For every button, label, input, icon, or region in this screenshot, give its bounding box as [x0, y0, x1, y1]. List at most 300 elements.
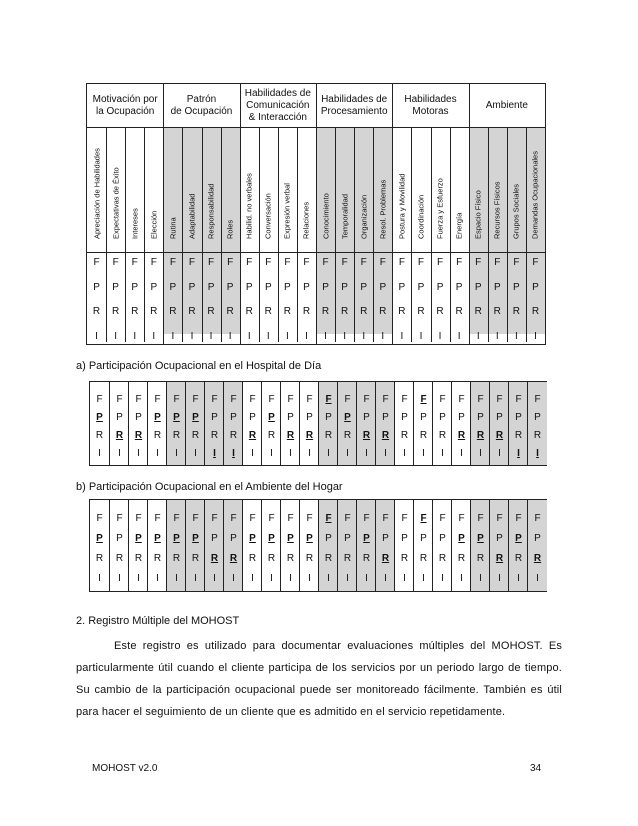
- rating-cell: [337, 382, 357, 465]
- rating-cell: [318, 500, 338, 591]
- rating-letter: R: [343, 430, 352, 442]
- rating-letter: R: [512, 306, 520, 317]
- rating-letter: P: [173, 532, 180, 544]
- rating-letter: R: [207, 306, 215, 317]
- rating-letter: P: [93, 282, 100, 293]
- rating-letter: I: [213, 572, 216, 584]
- rating-letter: I: [536, 448, 539, 460]
- rating-letter: P: [417, 282, 425, 293]
- rating-letter: I: [175, 448, 178, 460]
- rating-letter: R: [188, 306, 196, 317]
- column-header: Expresión verbal: [282, 183, 292, 239]
- rating-letter: F: [344, 393, 351, 405]
- rating-letter: P: [211, 411, 218, 423]
- rating-letter: R: [191, 552, 200, 564]
- rating-letter: F: [360, 257, 367, 268]
- rating-cell: [223, 500, 243, 591]
- rating-cell: [451, 382, 471, 465]
- rating-letter: F: [188, 257, 195, 268]
- rating-letter: I: [118, 448, 121, 460]
- rating-letter: F: [379, 257, 386, 268]
- rating-letter: I: [137, 448, 140, 460]
- rating-cell: [394, 382, 414, 465]
- rating-letter: R: [438, 552, 447, 564]
- rating-letter: I: [156, 572, 159, 584]
- rating-letter: I: [403, 448, 406, 460]
- rating-letter: F: [534, 512, 541, 524]
- rating-cell: [527, 382, 547, 465]
- rating-letter: I: [365, 572, 368, 584]
- body-paragraph: Este registro es utilizado para documentar evaluaciones múltiples del MOHOST. Es particularmente útil cuando el cliente participa de los servicios por un periodo largo de tiempo. Su cambio de la participación ocupacional puede ser monitoreado fácilmente. También es útil para hacer el seguimiento de un cliente que es admitido en el servicio repetidamente.: [76, 640, 562, 718]
- group-header: Patrón de Ocupación: [170, 93, 233, 117]
- rating-letter: I: [327, 572, 330, 584]
- rating-letter: F: [398, 257, 405, 268]
- rating-letter: I: [457, 331, 461, 342]
- column-header: Energía: [454, 212, 464, 239]
- rating-letter: R: [305, 430, 314, 442]
- rating-letter: I: [495, 331, 499, 342]
- rating-letter: P: [306, 532, 313, 544]
- column-header: Recursos Físicos: [492, 181, 502, 239]
- column-header: Conversación: [263, 193, 273, 239]
- rating-letter: F: [131, 257, 138, 268]
- rating-letter: R: [210, 552, 219, 564]
- rating-letter: F: [477, 393, 484, 405]
- column-header: Adaptabilidad: [187, 193, 197, 239]
- rating-cell: [432, 500, 452, 591]
- rating-letter: F: [456, 257, 463, 268]
- rating-letter: P: [534, 411, 541, 423]
- rating-letter: F: [268, 393, 275, 405]
- rating-letter: P: [188, 282, 196, 293]
- rating-letter: F: [382, 512, 389, 524]
- rating-letter: R: [150, 306, 158, 317]
- rating-letter: I: [98, 572, 101, 584]
- rating-cell: [394, 500, 414, 591]
- rating-cell: [375, 500, 395, 591]
- rating-letter: I: [114, 331, 118, 342]
- rating-letter: I: [479, 448, 482, 460]
- rating-letter: I: [438, 331, 442, 342]
- rating-letter: I: [422, 448, 425, 460]
- rating-letter: I: [403, 572, 406, 584]
- rating-letter: F: [246, 257, 253, 268]
- rating-letter: I: [232, 572, 235, 584]
- column-header: Temporalidad: [340, 193, 350, 239]
- rating-letter: I: [498, 572, 501, 584]
- rating-letter: F: [284, 257, 291, 268]
- rating-letter: R: [493, 306, 501, 317]
- rating-letter: F: [265, 257, 272, 268]
- rating-letter: P: [245, 282, 253, 293]
- rating-cell: [166, 500, 186, 591]
- rating-letter: P: [131, 282, 139, 293]
- rating-letter: F: [135, 512, 142, 524]
- rating-letter: F: [382, 393, 389, 405]
- rating-letter: F: [439, 393, 446, 405]
- rating-letter: P: [344, 532, 351, 544]
- rating-letter: R: [248, 430, 257, 442]
- rating-letter: R: [514, 430, 523, 442]
- rating-letter: I: [251, 448, 254, 460]
- rating-letter: I: [152, 331, 156, 342]
- rating-letter: R: [495, 430, 504, 442]
- rating-letter: P: [325, 532, 332, 544]
- rating-letter: I: [270, 448, 273, 460]
- rating-letter: R: [455, 306, 463, 317]
- rating-letter: F: [287, 393, 294, 405]
- rating-letter: I: [95, 331, 98, 342]
- rating-letter: F: [303, 257, 310, 268]
- rating-letter: P: [306, 411, 313, 423]
- rating-letter: P: [207, 282, 215, 293]
- rating-letter: F: [211, 512, 218, 524]
- rating-letter: P: [401, 411, 408, 423]
- rating-letter: F: [515, 512, 522, 524]
- rating-letter: R: [153, 552, 162, 564]
- caption-home: b) Participación Ocupacional en el Ambiente del Hogar: [76, 481, 343, 493]
- rating-cell: [280, 500, 300, 591]
- rating-letter: R: [283, 306, 291, 317]
- rating-letter: R: [417, 306, 425, 317]
- rating-letter: P: [515, 411, 522, 423]
- rating-letter: P: [341, 282, 348, 293]
- rating-cell: [166, 382, 186, 465]
- column-header: Organización: [359, 194, 369, 239]
- rating-letter: P: [325, 411, 332, 423]
- rating-letter: I: [308, 448, 311, 460]
- rating-letter: I: [419, 331, 423, 342]
- rating-letter: R: [210, 430, 219, 442]
- rating-letter: P: [344, 411, 351, 423]
- rating-letter: I: [98, 448, 101, 460]
- rating-letter: I: [517, 572, 520, 584]
- rating-cell: [299, 382, 319, 465]
- rating-letter: R: [362, 430, 371, 442]
- rating-letter: R: [381, 552, 390, 564]
- rating-letter: F: [192, 512, 199, 524]
- rating-letter: R: [302, 306, 311, 317]
- rating-cell: [147, 500, 167, 591]
- rating-letter: I: [536, 572, 539, 584]
- rating-cell: [356, 500, 376, 591]
- rating-letter: F: [436, 257, 444, 268]
- section-title: 2. Registro Múltiple del MOHOST: [76, 615, 240, 627]
- rating-cell: [413, 500, 433, 591]
- rating-cell: [470, 500, 490, 591]
- rating-letter: F: [116, 393, 123, 405]
- rating-letter: R: [134, 552, 143, 564]
- rating-cell: [242, 382, 262, 465]
- rating-letter: I: [441, 448, 444, 460]
- rating-letter: P: [135, 411, 142, 423]
- rating-letter: R: [341, 306, 349, 317]
- rating-letter: I: [400, 331, 404, 342]
- rating-letter: R: [131, 306, 139, 317]
- rating-letter: R: [321, 306, 330, 317]
- rating-letter: P: [458, 532, 465, 544]
- rating-letter: P: [249, 411, 256, 423]
- rating-letter: F: [150, 257, 157, 268]
- rating-letter: P: [382, 411, 389, 423]
- rating-letter: F: [363, 512, 370, 524]
- rating-letter: P: [249, 532, 256, 544]
- rating-letter: P: [534, 532, 541, 544]
- rating-letter: R: [95, 552, 104, 564]
- rating-letter: I: [156, 448, 159, 460]
- rating-letter: P: [436, 282, 444, 293]
- rating-letter: P: [532, 282, 539, 293]
- rating-letter: P: [493, 282, 501, 293]
- rating-cell: [356, 382, 376, 465]
- rating-letter: P: [96, 532, 103, 544]
- group-header: Motivación por la Ocupación: [92, 93, 158, 117]
- group-header: Ambiente: [485, 99, 528, 111]
- rating-letter: I: [308, 572, 311, 584]
- rating-cell: [109, 382, 129, 465]
- column-header: Habilid. no verbales: [244, 173, 254, 239]
- column-header: Roles: [225, 219, 235, 239]
- rating-letter: R: [115, 430, 124, 442]
- rating-letter: I: [517, 448, 520, 460]
- rating-letter: F: [325, 393, 332, 405]
- rating-letter: I: [137, 572, 140, 584]
- rating-letter: R: [533, 430, 542, 442]
- rating-letter: F: [306, 393, 313, 405]
- rating-letter: F: [96, 512, 103, 524]
- column-header: Rutina: [168, 217, 178, 239]
- rating-letter: F: [154, 393, 161, 405]
- footer-label: MOHOST v2.0: [92, 763, 158, 774]
- rating-letter: R: [248, 552, 257, 564]
- rating-letter: P: [284, 282, 291, 293]
- rating-letter: R: [360, 306, 368, 317]
- column-header: Elección: [149, 210, 159, 239]
- rating-letter: R: [286, 552, 295, 564]
- rating-letter: I: [232, 448, 235, 460]
- rating-cell: [128, 382, 148, 465]
- rating-cell: [204, 500, 224, 591]
- rating-letter: R: [229, 430, 238, 442]
- rating-cell: [508, 382, 528, 465]
- rating-cell: [147, 382, 167, 465]
- column-header: Apreciación de Habilidades: [92, 148, 102, 239]
- column-header: Fuerza y Esfuerzo: [435, 178, 445, 239]
- page-number: 34: [530, 763, 542, 774]
- rating-cell: [109, 500, 129, 591]
- rating-letter: I: [362, 331, 366, 342]
- rating-letter: F: [249, 393, 256, 405]
- rating-letter: I: [209, 331, 213, 342]
- rating-cell: [261, 382, 281, 465]
- column-header: Espacio Físico: [473, 190, 483, 239]
- rating-letter: I: [190, 331, 194, 342]
- rating-letter: F: [475, 257, 482, 268]
- rating-letter: I: [194, 572, 197, 584]
- rating-letter: P: [303, 282, 310, 293]
- rating-cell: [185, 382, 205, 465]
- rating-letter: F: [344, 512, 351, 524]
- rating-letter: R: [457, 552, 466, 564]
- rating-letter: R: [495, 552, 504, 564]
- rating-cell: [299, 500, 319, 591]
- rating-cell: [432, 382, 452, 465]
- rating-letter: F: [325, 512, 332, 524]
- rating-letter: F: [401, 512, 408, 524]
- column-header: Grupos Sociales: [511, 183, 521, 239]
- rating-letter: F: [515, 393, 522, 405]
- rating-letter: R: [264, 306, 272, 317]
- rating-letter: R: [381, 430, 390, 442]
- rating-letter: I: [266, 331, 270, 342]
- rating-letter: F: [494, 257, 501, 268]
- column-header: Coordinación: [416, 194, 426, 239]
- rating-cell: [508, 500, 528, 591]
- column-header: Expectativas de Éxito: [111, 167, 121, 239]
- rating-letter: I: [305, 331, 308, 342]
- rating-letter: P: [474, 282, 482, 293]
- rating-letter: F: [401, 393, 408, 405]
- rating-letter: F: [363, 393, 370, 405]
- rating-letter: I: [365, 448, 368, 460]
- rating-letter: R: [398, 306, 406, 317]
- rating-cell: [337, 500, 357, 591]
- rating-letter: P: [420, 411, 427, 423]
- group-header: Habilidades Motoras: [404, 93, 457, 117]
- rating-letter: F: [513, 257, 520, 268]
- rating-letter: I: [251, 572, 254, 584]
- rating-letter: P: [192, 411, 199, 423]
- rating-letter: I: [213, 448, 216, 460]
- rating-letter: R: [436, 306, 444, 317]
- rating-letter: I: [228, 331, 232, 342]
- rating-letter: P: [382, 532, 389, 544]
- rating-cell: [318, 382, 338, 465]
- rating-letter: P: [230, 411, 237, 423]
- mohost-main-table: [86, 83, 546, 345]
- rating-letter: F: [439, 512, 446, 524]
- rating-letter: F: [268, 512, 275, 524]
- rating-letter: R: [153, 430, 162, 442]
- rating-letter: P: [322, 282, 329, 293]
- rating-letter: I: [384, 448, 387, 460]
- rating-cell: [489, 500, 509, 591]
- rating-letter: R: [514, 552, 523, 564]
- rating-letter: F: [112, 257, 119, 268]
- rating-letter: F: [420, 512, 427, 524]
- rating-letter: I: [343, 331, 347, 342]
- rating-cell: [90, 500, 109, 591]
- rating-letter: R: [172, 552, 181, 564]
- rating-letter: P: [287, 411, 294, 423]
- rating-letter: R: [134, 430, 143, 442]
- rating-letter: R: [438, 430, 447, 442]
- rating-letter: F: [322, 257, 329, 268]
- rating-letter: R: [362, 552, 371, 564]
- rating-letter: R: [324, 430, 333, 442]
- rating-letter: R: [169, 306, 177, 317]
- rating-letter: F: [287, 512, 294, 524]
- rating-letter: P: [420, 532, 427, 544]
- rating-letter: I: [118, 572, 121, 584]
- rating-cell: [261, 500, 281, 591]
- column-header: Relaciones: [301, 201, 311, 239]
- rating-cell: [489, 382, 509, 465]
- rating-letter: R: [476, 430, 485, 442]
- rating-letter: R: [172, 430, 181, 442]
- rating-letter: R: [474, 306, 482, 317]
- rating-letter: P: [398, 282, 406, 293]
- rating-row-hospital: [89, 381, 547, 466]
- rating-letter: I: [270, 572, 273, 584]
- rating-letter: F: [496, 512, 503, 524]
- rating-letter: P: [96, 411, 103, 423]
- rating-letter: F: [477, 512, 484, 524]
- rating-cell: [204, 382, 224, 465]
- rating-letter: I: [460, 448, 463, 460]
- column-header: Conocimiento: [321, 193, 331, 239]
- rating-letter: I: [346, 448, 349, 460]
- rating-letter: I: [460, 572, 463, 584]
- rating-letter: P: [477, 532, 484, 544]
- rating-letter: P: [496, 411, 503, 423]
- rating-letter: P: [135, 532, 142, 544]
- rating-letter: I: [171, 331, 175, 342]
- rating-letter: R: [92, 306, 101, 317]
- rating-letter: I: [476, 331, 480, 342]
- rating-letter: R: [286, 430, 295, 442]
- rating-cell: [527, 500, 547, 591]
- rating-letter: F: [93, 257, 100, 268]
- column-header: Postura y Movilidad: [397, 173, 407, 239]
- rating-cell: [470, 382, 490, 465]
- rating-letter: F: [458, 393, 465, 405]
- rating-letter: R: [305, 552, 314, 564]
- rating-cell: [223, 382, 243, 465]
- rating-letter: F: [96, 393, 103, 405]
- rating-row-home: [89, 499, 547, 592]
- rating-letter: P: [226, 282, 234, 293]
- rating-letter: P: [363, 411, 370, 423]
- rating-letter: I: [479, 572, 482, 584]
- rating-letter: F: [154, 512, 161, 524]
- rating-letter: F: [227, 257, 234, 268]
- rating-letter: P: [360, 282, 368, 293]
- rating-letter: R: [533, 552, 542, 564]
- rating-letter: I: [285, 331, 289, 342]
- rating-cell: [375, 382, 395, 465]
- rating-letter: R: [476, 552, 485, 564]
- rating-letter: I: [384, 572, 387, 584]
- rating-letter: P: [439, 532, 446, 544]
- group-header: Habilidades de Comunicación & Interacción: [244, 87, 311, 123]
- rating-letter: P: [150, 282, 158, 293]
- rating-letter: I: [381, 331, 385, 342]
- rating-letter: P: [363, 532, 370, 544]
- rating-letter: I: [534, 331, 537, 342]
- rating-letter: F: [420, 393, 427, 405]
- rating-letter: P: [379, 282, 387, 293]
- rating-letter: P: [154, 532, 161, 544]
- rating-letter: I: [422, 572, 425, 584]
- rating-cell: [242, 500, 262, 591]
- rating-letter: F: [532, 257, 539, 268]
- rating-letter: I: [346, 572, 349, 584]
- rating-letter: I: [194, 448, 197, 460]
- rating-letter: P: [515, 532, 522, 544]
- rating-letter: R: [267, 552, 276, 564]
- rating-letter: R: [112, 306, 120, 317]
